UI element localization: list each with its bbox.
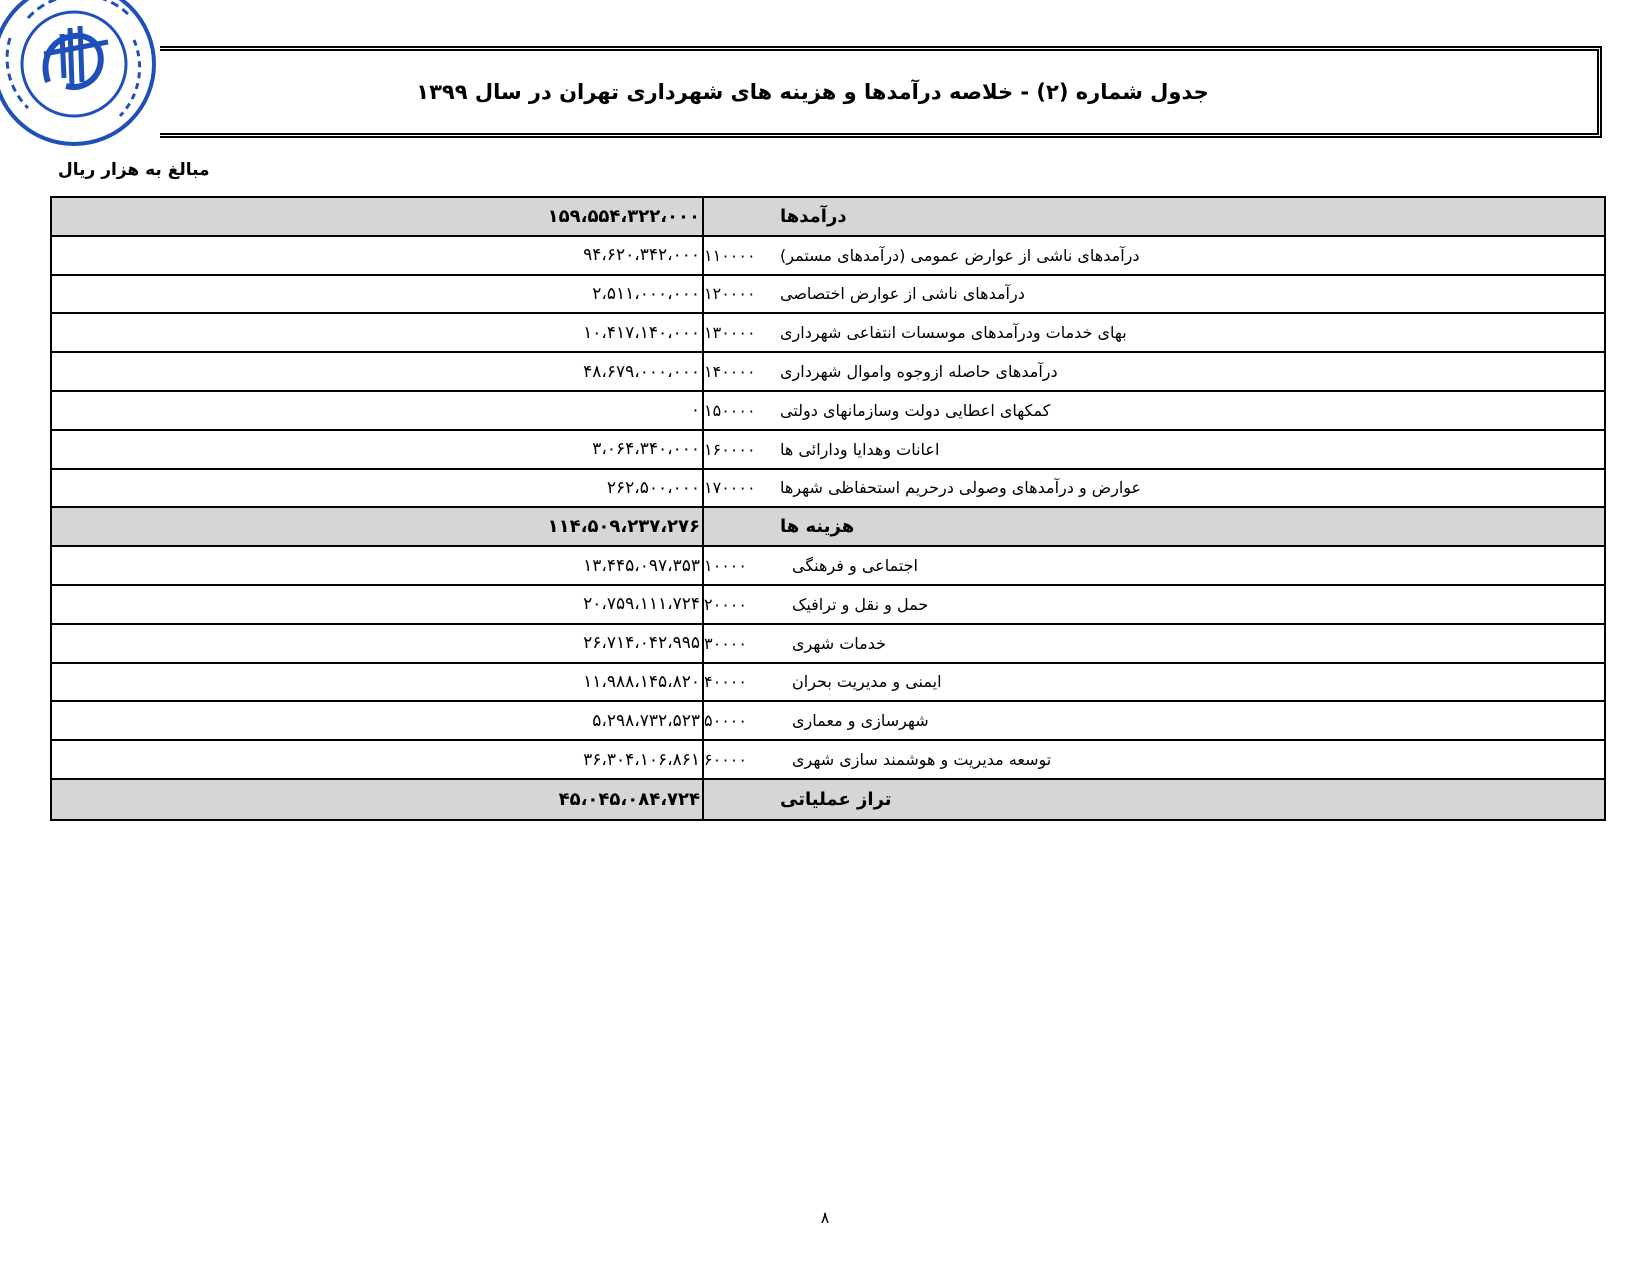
description-cell (702, 392, 1604, 429)
row-label: بهای خدمات ودرآمدهای موسسات انتفاعی شهرداری (780, 323, 1127, 343)
row-code: ۱۴۰۰۰۰ (704, 362, 756, 382)
table-row (52, 470, 1604, 509)
row-label: ایمنی و مدیریت بحران (792, 672, 942, 692)
row-label: شهرسازی و معماری (792, 711, 929, 731)
row-label: درآمدهای ناشی از عوارض اختصاصی (780, 284, 1025, 304)
row-code: ۳۰۰۰۰ (704, 633, 747, 653)
table-row (52, 314, 1604, 353)
amount-cell: ۱۵۹،۵۵۴،۳۲۲،۰۰۰ (547, 205, 700, 227)
description-cell (702, 741, 1604, 778)
amount-cell: ۱۳،۴۴۵،۰۹۷،۳۵۳ (583, 555, 700, 576)
row-label: تراز عملیاتی (780, 788, 892, 810)
amount-cell: ۰ (690, 400, 700, 421)
table-row (52, 276, 1604, 315)
table-row (52, 547, 1604, 586)
description-cell (702, 470, 1604, 507)
row-code: ۱۳۰۰۰۰ (704, 323, 756, 343)
amount-cell: ۲۰،۷۵۹،۱۱۱،۷۲۴ (583, 594, 700, 615)
row-label: خدمات شهری (792, 633, 887, 653)
table-section-row (52, 198, 1604, 237)
description-cell (702, 198, 1604, 235)
table-row (52, 664, 1604, 703)
row-label: درآمدها (780, 205, 847, 227)
row-code: ۱۱۰۰۰۰ (704, 245, 756, 265)
row-label: اجتماعی و فرهنگی (792, 556, 918, 576)
row-label: هزینه ها (780, 516, 855, 538)
row-code: ۱۲۰۰۰۰ (704, 284, 756, 304)
row-label: توسعه مدیریت و هوشمند سازی شهری (792, 750, 1052, 770)
description-cell (702, 547, 1604, 584)
amount-cell: ۵،۲۹۸،۷۳۲،۵۲۳ (592, 710, 700, 731)
row-label: کمکهای اعطایی دولت وسازمانهای دولتی (780, 400, 1051, 420)
title-box (160, 46, 1602, 138)
amount-cell: ۴۵،۰۴۵،۰۸۴،۷۲۴ (558, 788, 700, 810)
table-row (52, 625, 1604, 664)
amount-cell: ۱۰،۴۱۷،۱۴۰،۰۰۰ (583, 322, 700, 343)
page-number: ۸ (820, 1208, 830, 1227)
table-row (52, 353, 1604, 392)
amount-cell: ۹۴،۶۲۰،۳۴۲،۰۰۰ (583, 245, 700, 266)
table-row (52, 392, 1604, 431)
amount-cell: ۲۶،۷۱۴،۰۴۲،۹۹۵ (583, 633, 700, 654)
amount-cell: ۱۱۴،۵۰۹،۲۳۷،۲۷۶ (547, 516, 700, 538)
table-row (52, 586, 1604, 625)
summary-table (50, 196, 1606, 821)
description-cell (702, 237, 1604, 274)
row-label: حمل و نقل و ترافیک (792, 594, 929, 614)
table-row (52, 431, 1604, 470)
row-label: درآمدهای ناشی از عوارض عمومی (درآمدهای مستمر) (780, 245, 1140, 265)
document-title: جدول شماره (۲) - خلاصه درآمدها و هزینه های شهرداری تهران در سال ۱۳۹۹ (416, 80, 1209, 104)
description-cell (702, 702, 1604, 739)
table-row (52, 702, 1604, 741)
description-cell (702, 664, 1604, 701)
row-code: ۱۶۰۰۰۰ (704, 439, 756, 459)
amount-cell: ۴۸،۶۷۹،۰۰۰،۰۰۰ (583, 361, 700, 382)
table-section-row (52, 508, 1604, 547)
council-seal-stamp (0, 0, 160, 150)
table-row (52, 741, 1604, 780)
units-note: مبالغ به هزار ریال (58, 160, 210, 180)
amount-cell: ۱۱،۹۸۸،۱۴۵،۸۲۰ (583, 671, 700, 692)
table-section-row (52, 780, 1604, 819)
description-cell (702, 314, 1604, 351)
description-cell (702, 780, 1604, 819)
description-cell (702, 276, 1604, 313)
row-code: ۱۵۰۰۰۰ (704, 400, 756, 420)
row-code: ۵۰۰۰۰ (704, 711, 747, 731)
description-cell (702, 353, 1604, 390)
amount-cell: ۳۶،۳۰۴،۱۰۶،۸۶۱ (583, 749, 700, 770)
amount-cell: ۲۶۲،۵۰۰،۰۰۰ (606, 477, 700, 498)
row-label: عوارض و درآمدهای وصولی درحریم استحفاظی شهرها (780, 478, 1142, 498)
description-cell (702, 431, 1604, 468)
row-code: ۴۰۰۰۰ (704, 672, 747, 692)
row-code: ۱۰۰۰۰ (704, 556, 747, 576)
description-cell (702, 508, 1604, 545)
description-cell (702, 625, 1604, 662)
row-label: اعانات وهدایا ودارائی ها (780, 439, 940, 459)
row-label: درآمدهای حاصله ازوجوه واموال شهرداری (780, 362, 1058, 382)
description-cell (702, 586, 1604, 623)
row-code: ۶۰۰۰۰ (704, 750, 747, 770)
amount-cell: ۲،۵۱۱،۰۰۰،۰۰۰ (592, 283, 700, 304)
row-code: ۱۷۰۰۰۰ (704, 478, 756, 498)
amount-cell: ۳،۰۶۴،۳۴۰،۰۰۰ (592, 439, 700, 460)
row-code: ۲۰۰۰۰ (704, 594, 747, 614)
table-row (52, 237, 1604, 276)
